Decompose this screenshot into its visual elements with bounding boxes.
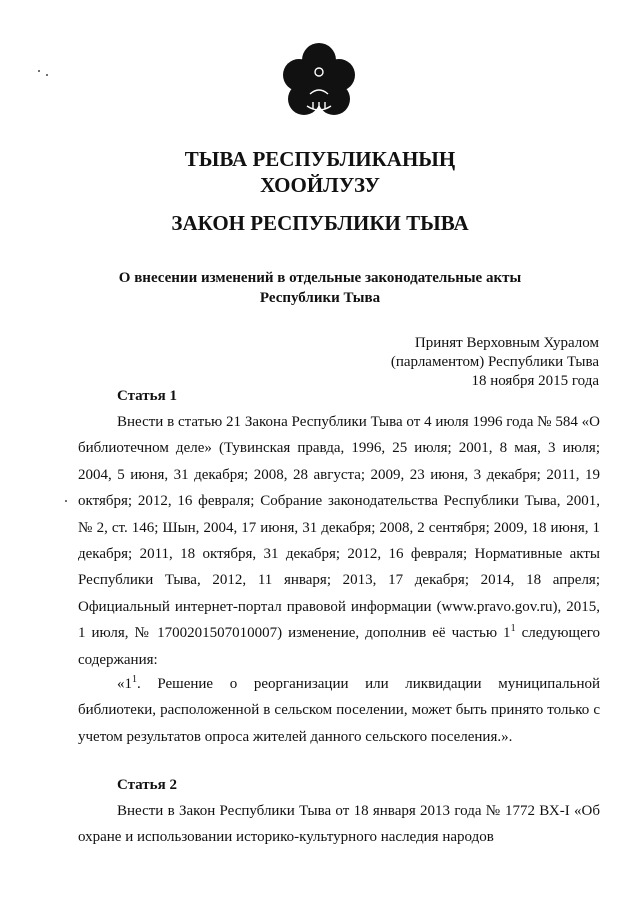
republic-title bbox=[0, 146, 640, 198]
adoption-block bbox=[391, 334, 599, 391]
article-1-heading: Статья 1 bbox=[117, 388, 177, 404]
scan-speck bbox=[65, 500, 67, 502]
article-1-paragraph-2-start: «1 bbox=[117, 676, 132, 692]
law-subject-line2: Республики Тыва bbox=[259, 290, 381, 306]
article-1-paragraph-2-superscript: 1 bbox=[132, 674, 137, 685]
article-1-paragraph-2-text: . Решение о реорганизации или ликвидации муниципальной библиотеки, расположенной в сельском поселении, может быть принято только с учетом результатов опроса жителей данного сельского поселения.». bbox=[78, 676, 600, 745]
scan-speck bbox=[38, 70, 40, 72]
republic-title-line2: ХООЙЛУЗУ bbox=[260, 173, 380, 197]
article-1-paragraph-1-superscript: 1 bbox=[510, 623, 516, 635]
law-subject bbox=[0, 268, 640, 308]
law-subject-line1: О внесении изменений в отдельные законодательные акты bbox=[118, 270, 522, 286]
article-2-paragraph-1: Внести в Закон Республики Тыва от 18 января 2013 года № 1772 ВХ-I «Об охране и использовании историко-культурного наследия народов bbox=[78, 803, 600, 846]
republic-title-line1: ТЫВА РЕСПУБЛИКАНЫҢ bbox=[184, 147, 456, 171]
article-1-paragraph-1-text: Внести в статью 21 Закона Республики Тыва от 4 июля 1996 года № 584 «О библиотечном деле» (Тувинская правда, 1996, 25 июля; 2001, 8 мая, 3 июля; 2004, 5 июня, 31 декабря; 2008, 28 августа; 2009, 23 июня, 3 декабря; 2011, 19 октября; 2012, 16 февраля; Собрание законодательства Республики Тыва, 2001, № 2, ст. 146; Шын, 2004, 17 июня, 31 декабря; 2008, 2 сентября; 2009, 18 июня, 1 декабря; 2011, 18 октября, 31 декабря; 2012, 16 февраля; Нормативные акты Республики Тыва, 2012, 11 января; 2013, 17 декабря; 2014, 18 апреля; Официальный интернет-портал правовой информации (www.pravo.gov.ru), 2015, 1 июля, № 1700201507010007) изменение, дополнив её частью 1 bbox=[78, 414, 600, 642]
adoption-line1: Принят Верховным Хуралом bbox=[414, 335, 599, 351]
adoption-line2: (парламентом) Республики Тыва bbox=[390, 354, 599, 370]
article-1-paragraph-1 bbox=[78, 409, 600, 673]
scan-speck bbox=[46, 74, 48, 76]
tuva-emblem-icon bbox=[283, 42, 355, 122]
article-1-paragraph-2 bbox=[78, 671, 600, 750]
article-2-heading: Статья 2 bbox=[117, 777, 177, 793]
article-1-paragraph-1-end: следующего содержания: bbox=[78, 625, 601, 668]
law-title: ЗАКОН РЕСПУБЛИКИ ТЫВА bbox=[171, 211, 469, 235]
adoption-date: 18 ноября 2015 года bbox=[471, 373, 599, 389]
